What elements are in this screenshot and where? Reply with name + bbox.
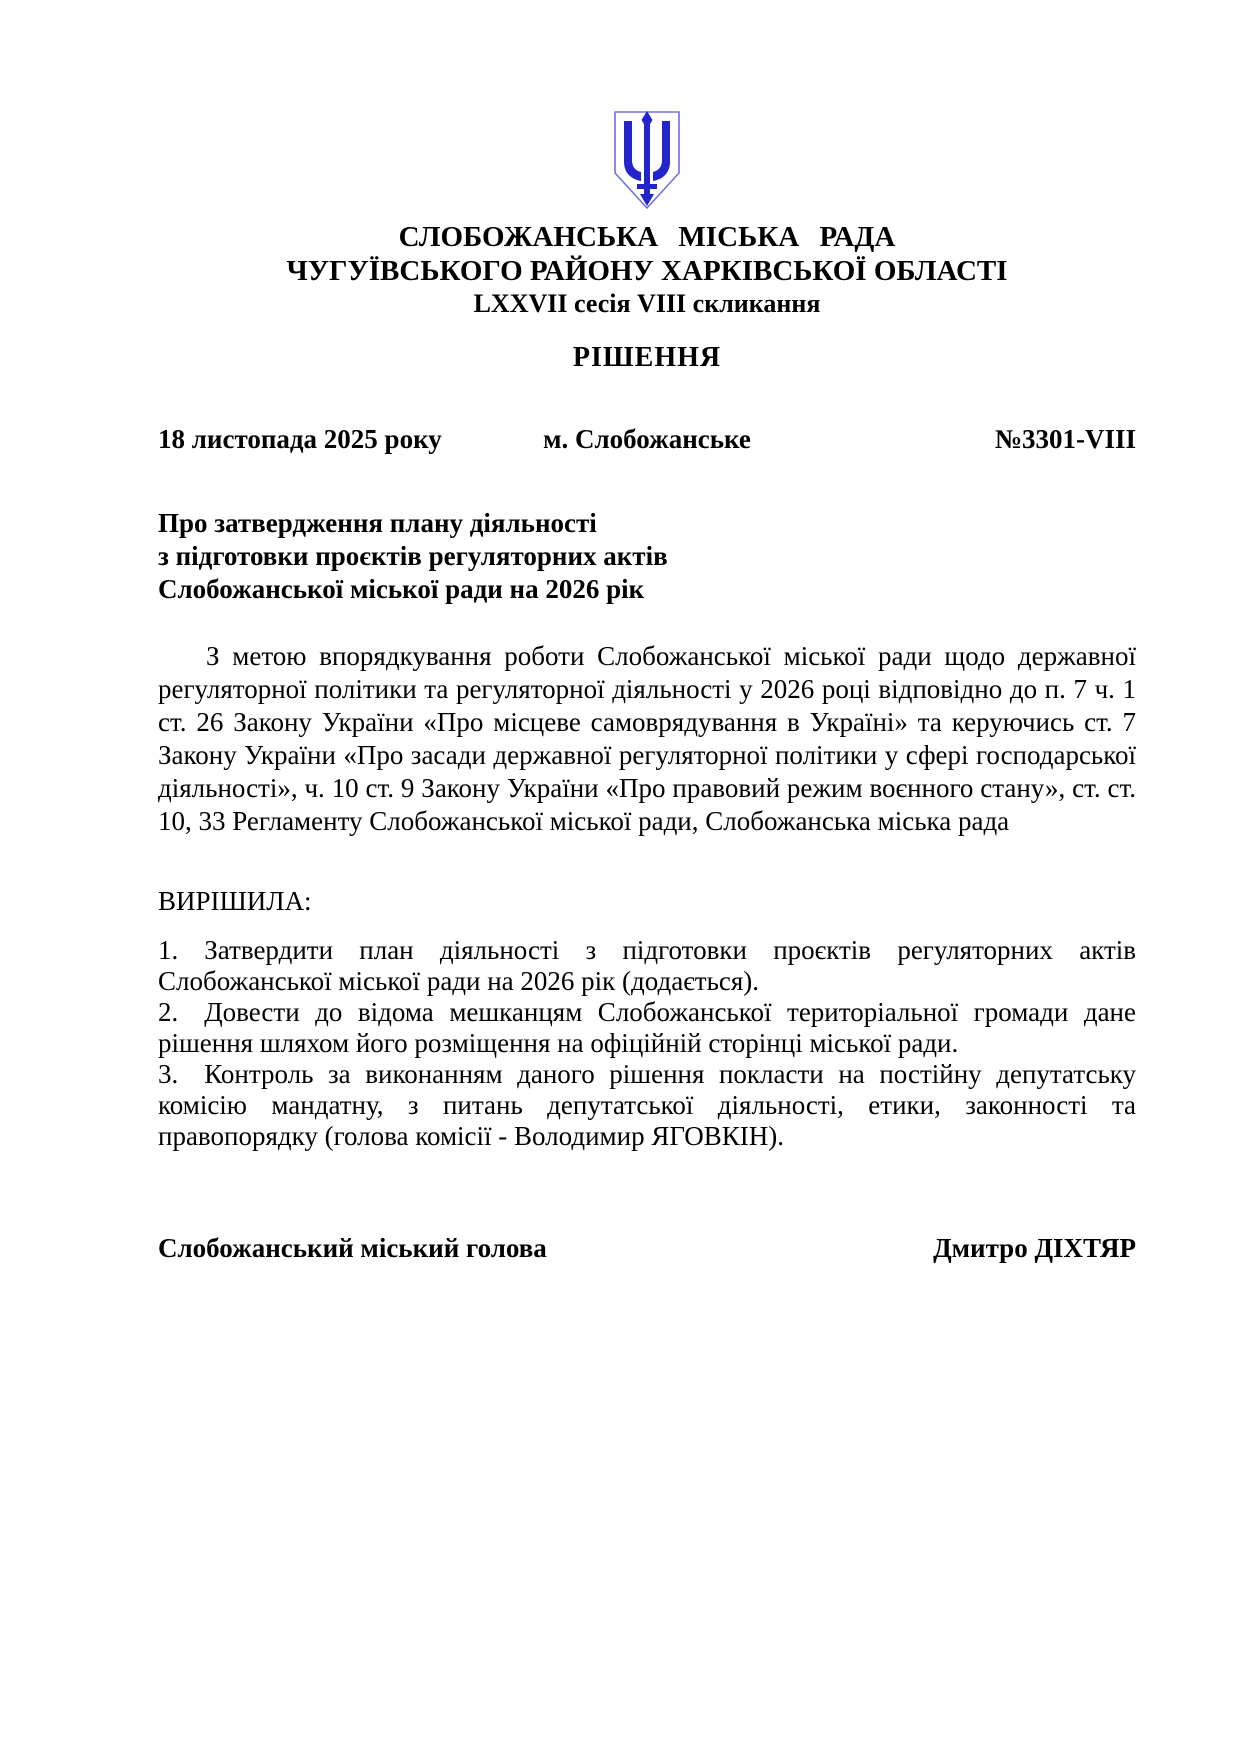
trident-shape bbox=[624, 111, 670, 206]
signature-position: Слобожанський міський голова bbox=[158, 1233, 547, 1263]
doc-subject bbox=[158, 507, 1136, 606]
doc-meta-row bbox=[158, 422, 1136, 456]
subject-line-2: з підготовки проєктів регуляторних актів bbox=[158, 541, 668, 571]
decision-item bbox=[158, 935, 1136, 997]
item-text: Затвердити план діяльності з підготовки проєктів регуляторних актів Слобожанської міської ради на 2026 рік (додається). bbox=[158, 935, 1136, 996]
item-number: 2. bbox=[158, 997, 179, 1027]
subject-line-3: Слобожанської міської ради на 2026 рік bbox=[158, 574, 645, 604]
preamble-paragraph: З метою впорядкування роботи Слобожанської міської ради щодо державної регуляторної політики та регуляторної діяльності у 2026 році відповідно до п. 7 ч. 1 ст. 26 Закону України «Про місцеве самоврядування в Україні» та керуючись ст. 7 Закону України «Про засади державної регуляторної політики у сфері господарської діяльності», ч. 10 ст. 9 Закону України «Про правовий режим воєнного стану», ст. ст. 10, 33 Регламенту Слобожанської міської ради, Слобожанська міська рада bbox=[158, 641, 1136, 836]
subject-line-1: Про затвердження плану діяльності bbox=[158, 508, 597, 538]
item-number: 1. bbox=[158, 935, 179, 965]
session-line: LXXVII сесія VIII скликання bbox=[473, 289, 821, 318]
decision-items bbox=[158, 935, 1136, 1152]
item-number: 3. bbox=[158, 1059, 179, 1089]
resolved-label: ВИРІШИЛА: bbox=[158, 886, 312, 916]
doc-type-title: РІШЕННЯ bbox=[572, 342, 722, 373]
doc-number: №3301-VIII bbox=[994, 424, 1136, 454]
item-text: Контроль за виконанням даного рішення покласти на постійну депутатську комісію мандатну, з питань депутатської діяльності, етики, законності та правопорядку (голова комісії - Володимир ЯГОВКІН). bbox=[158, 1059, 1136, 1151]
emblem-container bbox=[158, 0, 1136, 212]
doc-place: м. Слобожанське bbox=[543, 424, 751, 454]
signature-row bbox=[158, 1232, 1136, 1265]
item-text: Довести до відома мешканцям Слобожанської територіальної громади дане рішення шляхом його розміщення на офіційній сторінці міської ради. bbox=[158, 997, 1136, 1058]
doc-date: 18 листопада 2025 року bbox=[158, 424, 442, 454]
org-region: ЧУГУЇВСЬКОГО РАЙОНУ ХАРКІВСЬКОЇ ОБЛАСТІ bbox=[286, 255, 1008, 287]
ukraine-trident-icon bbox=[610, 110, 684, 212]
org-name: СЛОБОЖАНСЬКА МІСЬКА РАДА bbox=[398, 221, 896, 253]
decision-item bbox=[158, 997, 1136, 1059]
decision-item bbox=[158, 1059, 1136, 1152]
signature-name: Дмитро ДІХТЯР bbox=[933, 1233, 1136, 1263]
